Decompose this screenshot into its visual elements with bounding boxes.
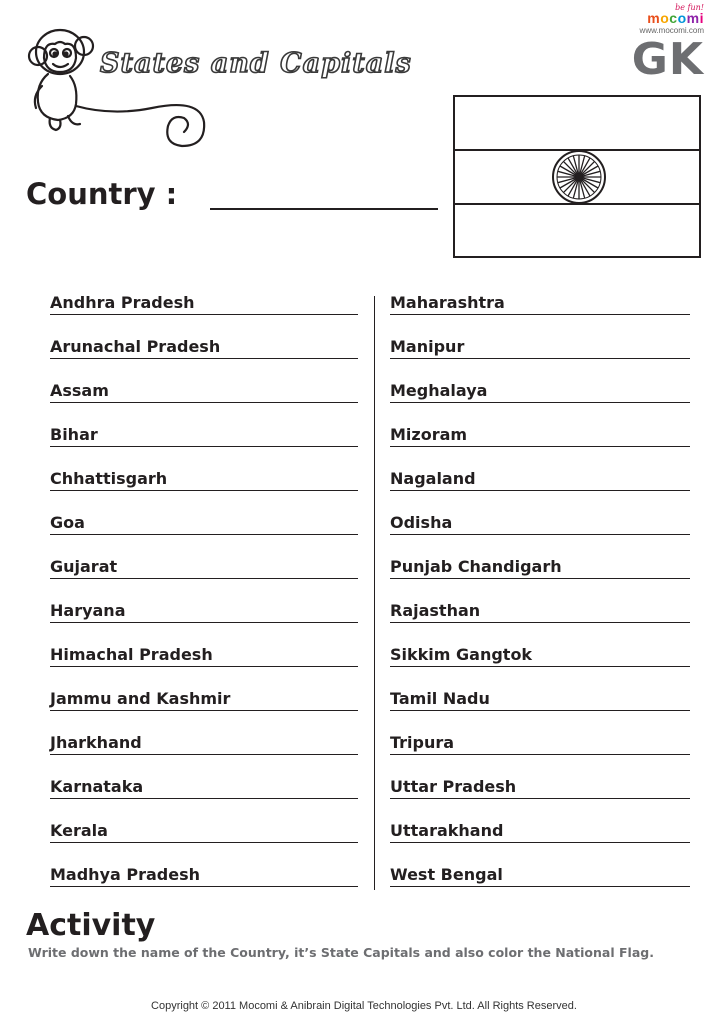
state-answer-row[interactable]: Odisha [390,512,690,535]
ashoka-chakra-icon [553,151,605,203]
state-answer-row[interactable]: Nagaland [390,468,690,491]
brand-url: www.mocomi.com [639,26,704,35]
state-answer-row[interactable]: Madhya Pradesh [50,864,358,887]
state-answer-row[interactable]: Haryana [50,600,358,623]
state-answer-row[interactable]: Punjab Chandigarh [390,556,690,579]
state-answer-row[interactable]: Uttar Pradesh [390,776,690,799]
flag-outline[interactable] [453,95,701,258]
worksheet-title: States and Capitals [100,48,412,79]
monkey-illustration [22,20,222,155]
state-answer-row[interactable]: Goa [50,512,358,535]
state-answer-row[interactable]: Himachal Pradesh [50,644,358,667]
state-answer-row[interactable]: Mizoram [390,424,690,447]
state-answer-row[interactable]: West Bengal [390,864,690,887]
state-answer-row[interactable]: Chhattisgarh [50,468,358,491]
state-answer-row[interactable]: Jharkhand [50,732,358,755]
activity-instruction: Write down the name of the Country, it’s State Capitals and also color the National Flag. [28,945,654,960]
state-answer-row[interactable]: Andhra Pradesh [50,292,358,315]
activity-heading: Activity [26,908,156,943]
state-answer-row[interactable]: Rajasthan [390,600,690,623]
state-answer-row[interactable]: Arunachal Pradesh [50,336,358,359]
state-answer-row[interactable]: Karnataka [50,776,358,799]
state-answer-row[interactable]: Assam [50,380,358,403]
country-answer-line[interactable] [210,208,438,210]
state-answer-row[interactable]: Tamil Nadu [390,688,690,711]
copyright-notice: Copyright © 2011 Mocomi & Anibrain Digital Technologies Pvt. Ltd. All Rights Reserved. [151,1000,577,1012]
column-divider [374,296,375,890]
state-answer-row[interactable]: Sikkim Gangtok [390,644,690,667]
state-answer-row[interactable]: Tripura [390,732,690,755]
state-answer-row[interactable]: Maharashtra [390,292,690,315]
state-answer-row[interactable]: Uttarakhand [390,820,690,843]
state-answer-row[interactable]: Meghalaya [390,380,690,403]
subject-label: GK [631,34,704,85]
brand-tagline: be fun! [675,3,704,12]
state-answer-row[interactable]: Gujarat [50,556,358,579]
state-answer-row[interactable]: Manipur [390,336,690,359]
state-answer-row[interactable]: Jammu and Kashmir [50,688,358,711]
country-label: Country : [26,177,178,211]
mocomi-logo: mocomi [647,10,704,26]
state-answer-row[interactable]: Bihar [50,424,358,447]
state-answer-row[interactable]: Kerala [50,820,358,843]
